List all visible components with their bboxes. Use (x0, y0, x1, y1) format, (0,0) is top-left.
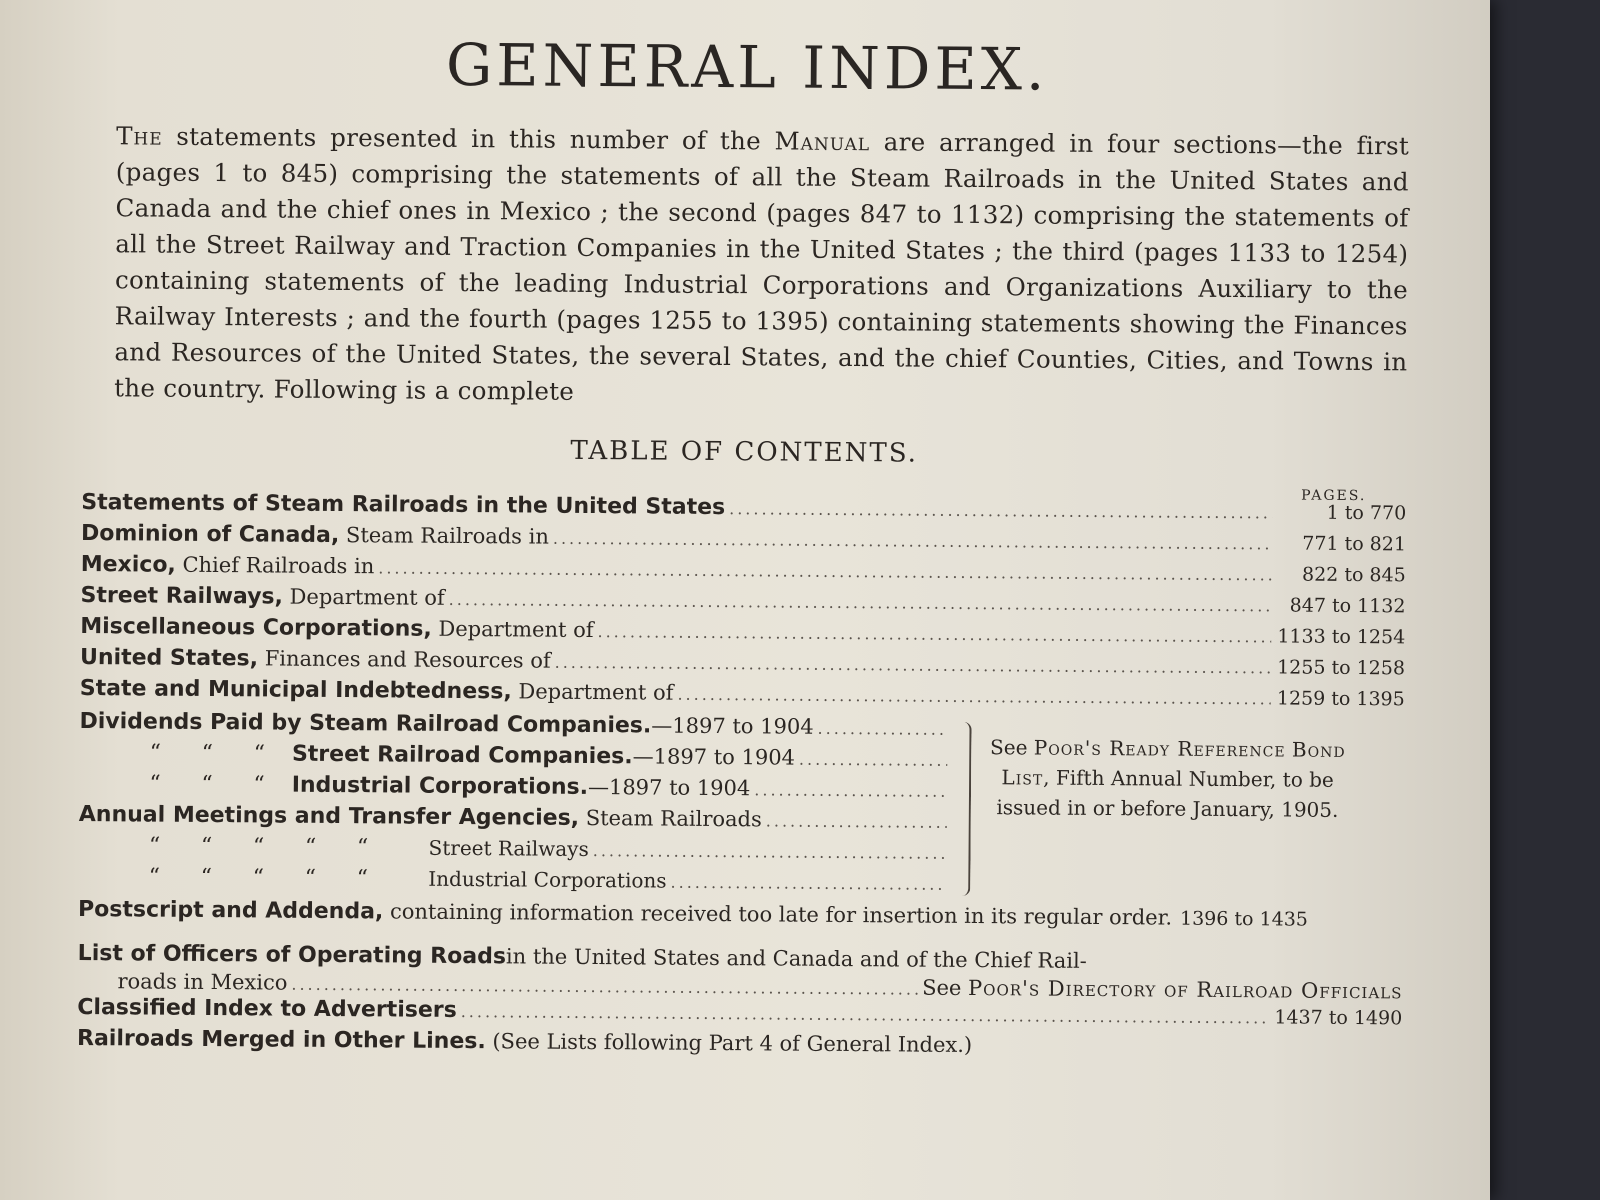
meeting-desc: Street Railways (428, 835, 589, 861)
ditto-mark: “ (356, 866, 369, 892)
toc-entry-title: State and Municipal Indebtedness, (79, 675, 512, 705)
leader-dots (597, 622, 1271, 646)
intro-paragraph (114, 118, 1409, 416)
toc-entry-pages: 1 to 770 (1326, 501, 1407, 525)
toc-entry-pages: 771 to 821 (1302, 532, 1407, 556)
officers-ref: Poor's Directory of Railroad Officials (967, 975, 1403, 1004)
note-bond: Bond List (1001, 737, 1346, 790)
officers-title: List of Officers of Operating Roads (77, 940, 507, 970)
officers-desc-cont: roads in Mexico (117, 969, 288, 995)
dividend-title: Industrial Corporations. (291, 772, 589, 800)
postscript-entry (78, 897, 1403, 945)
pages-label: PAGES. (1301, 487, 1367, 505)
leader-dots (291, 975, 918, 999)
bracketed-block (78, 709, 1404, 905)
leader-dots (729, 499, 1272, 522)
toc-entry-desc: Department of (511, 679, 674, 705)
toc-entry-desc: Chief Railroads in (175, 552, 375, 579)
intro-manual: Manual (774, 126, 871, 157)
officers-see: See (922, 975, 969, 1000)
ditto-mark: “ (253, 772, 265, 798)
leader-dots (818, 719, 948, 739)
toc-entry-title: Street Railways, (80, 582, 284, 610)
intro-lead-word: The (116, 121, 163, 151)
leader-dots (799, 750, 947, 770)
ditto-mark: “ (149, 740, 162, 766)
dividend-years: —1897 to 1904 (651, 713, 814, 739)
ditto-mark: “ (148, 833, 161, 859)
ditto-mark: “ (200, 864, 213, 891)
ditto-mark: “ (148, 864, 161, 890)
leader-dots (754, 780, 947, 801)
page-content (77, 28, 1410, 1067)
dividend-title: Dividends Paid by Steam Railroad Companies. (79, 708, 652, 739)
leader-dots (766, 811, 947, 831)
leader-dots (378, 558, 1272, 584)
toc-entries (80, 490, 1407, 717)
ditto-mark: “ (304, 834, 317, 860)
toc-entry-title: Mexico, (80, 551, 176, 578)
toc-entry-desc: Department of (431, 616, 594, 643)
toc-entry-title: United States, (79, 644, 259, 672)
intro-text-a: statements presented in this number of the (162, 121, 775, 156)
toc-entry-title: Statements of Steam Railroads in the United States (81, 489, 726, 521)
officers-desc: in the United States and Canada and of the Chief Rail- (505, 944, 1087, 973)
note-rest: , Fifth Annual Number, to be issued in or before January, 1905. (996, 765, 1339, 822)
leader-dots (449, 590, 1272, 615)
ditto-mark: “ (253, 741, 266, 767)
bracket-brace (954, 722, 971, 896)
dividend-title: Street Railroad Companies. (291, 741, 633, 770)
leader-dots (593, 841, 947, 863)
ditto-mark: “ (252, 834, 265, 860)
note-see: See (990, 735, 1034, 760)
ditto-mark: “ (201, 740, 214, 767)
toc-entry-desc: Department of (282, 584, 445, 610)
toc-entry-pages: 847 to 1132 (1289, 594, 1406, 618)
postscript-pages: 1396 to 1435 (1179, 907, 1309, 931)
meeting-entry (78, 864, 950, 902)
bracket-note (970, 716, 1404, 905)
merged-desc: (See Lists following Part 4 of General Index.) (485, 1029, 973, 1057)
bracketed-entries (78, 709, 951, 902)
ditto-mark: “ (149, 771, 161, 797)
meeting-desc: Steam Railroads (579, 805, 762, 832)
ditto-mark: “ (356, 835, 369, 861)
postscript-desc: containing information received too late for insertion in its regular order. (383, 899, 1173, 930)
toc-entry-desc: Steam Railroads in (339, 523, 550, 549)
dividend-years: —1897 to 1904 (632, 744, 796, 770)
advertisers-pages: 1437 to 1490 (1274, 1006, 1403, 1030)
toc-entry-pages: 1259 to 1395 (1276, 687, 1405, 711)
toc-entry-pages: 1133 to 1254 (1277, 625, 1406, 649)
leader-dots (671, 873, 947, 894)
toc-entry-title: Miscellaneous Corporations, (80, 613, 432, 642)
advertisers-title: Classified Index to Advertisers (77, 994, 457, 1023)
ditto-mark: “ (200, 833, 213, 860)
ditto-mark: “ (252, 865, 265, 891)
toc-heading: TABLE OF CONTENTS. (570, 435, 919, 469)
toc-entry-pages: 1255 to 1258 (1277, 656, 1406, 680)
meeting-desc: Industrial Corporations (428, 866, 667, 893)
toc-entry-title: Dominion of Canada, (80, 520, 340, 549)
note-ref: Poor's Ready Reference (1033, 735, 1286, 762)
leader-dots (677, 685, 1270, 709)
intro-text-b: are arranged in four sections—the first (pages 1 to 845) comprising the statements of all the Steam Railroads in the United States and Canada and the chief ones in Mexico ; the second (pages 847 to 1132) comprising the statements of all the Street Railway and Traction Companies in the United States ; the third (pages 1133 to 1254) containing statements of the leading Industrial Corporations and Organizations Auxiliary to the Railway Interests ; and the fourth (pages 1255 to 1395) containing statements showing the Finances and Resources of the United States, the several States, and the chief Counties, Cities, and Towns in the country. Following is a complete (114, 127, 1410, 406)
leader-dots (461, 1002, 1269, 1027)
postscript-title: Postscript and Addenda, (77, 896, 384, 925)
merged-title: Railroads Merged in Other Lines. (76, 1025, 486, 1055)
ditto-mark: “ (304, 865, 317, 891)
leader-dots (555, 653, 1271, 678)
dividend-years: —1897 to 1904 (587, 774, 751, 801)
toc-entry-desc: Finances and Resources of (257, 646, 551, 673)
leader-dots (553, 529, 1272, 554)
meeting-title: Annual Meetings and Transfer Agencies, (78, 801, 580, 831)
toc-entry-pages: 822 to 845 (1301, 563, 1406, 587)
page-title: GENERAL INDEX. (445, 30, 1049, 104)
ditto-mark: “ (201, 771, 213, 798)
